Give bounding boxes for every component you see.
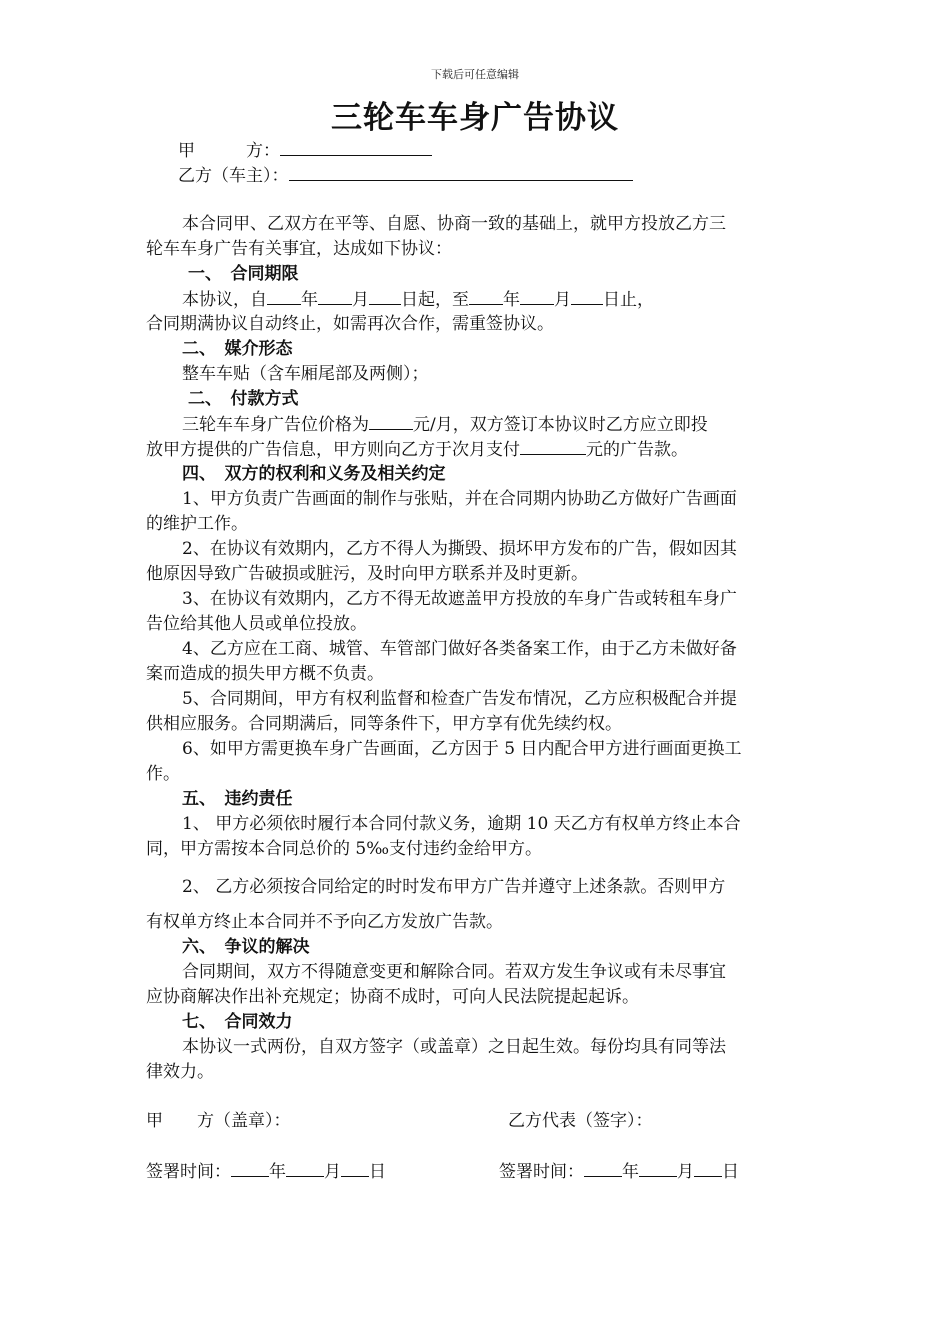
section-7-heading: 七、 合同效力 bbox=[182, 1012, 293, 1032]
clause-5-2-line-2: 有权单方终止本合同并不予向乙方发放广告款。 bbox=[146, 912, 503, 932]
clause-4-2-line-2: 他原因导致广告破损或脏污，及时向甲方联系并及时更新。 bbox=[146, 564, 588, 584]
clause-4-6-line-2: 作。 bbox=[146, 764, 180, 784]
term-month-label-2: 月 bbox=[554, 290, 571, 310]
sign-month-label-b: 月 bbox=[677, 1162, 694, 1182]
clause-4-4-line-1: 4、乙方应在工商、城管、车管部门做好各类备案工作，由于乙方未做好备 bbox=[182, 639, 737, 659]
section-1-heading: 一、 合同期限 bbox=[188, 264, 299, 284]
party-a-seal-label: 甲 方（盖章）： bbox=[146, 1111, 291, 1131]
intro-line-2: 轮车车身广告有关事宜，达成如下协议： bbox=[146, 239, 452, 259]
start-year-blank bbox=[267, 288, 301, 305]
section-6-heading: 六、 争议的解决 bbox=[182, 937, 310, 957]
section-2-heading: 二、 媒介形态 bbox=[182, 339, 293, 359]
sign-day-label-a: 日 bbox=[369, 1162, 386, 1182]
start-day-blank bbox=[369, 288, 401, 305]
price-blank bbox=[369, 413, 413, 430]
clause-4-5-line-1: 5、合同期间，甲方有权利监督和检查广告发布情况，乙方应积极配合并提 bbox=[182, 689, 737, 709]
sign-date-label-b: 签署时间： bbox=[499, 1162, 584, 1182]
term-text-start: 本协议，自 bbox=[182, 290, 267, 310]
end-month-blank bbox=[520, 288, 554, 305]
term-year-label-2: 年 bbox=[503, 290, 520, 310]
payment-text-2: 元的广告款。 bbox=[586, 440, 688, 460]
party-b-sign-date bbox=[499, 1160, 739, 1183]
end-year-blank bbox=[469, 288, 503, 305]
clause-4-2-line-1: 2、在协议有效期内，乙方不得人为撕毁、损坏甲方发布的广告，假如因其 bbox=[182, 539, 737, 559]
party-a-blank bbox=[280, 139, 432, 156]
section-1-term-line bbox=[182, 288, 654, 311]
section-4-heading: 四、 双方的权利和义务及相关约定 bbox=[182, 464, 446, 484]
end-day-blank bbox=[571, 288, 603, 305]
sign-day-blank-b bbox=[694, 1160, 722, 1177]
term-to-label: 日止， bbox=[603, 290, 654, 310]
payment-blank bbox=[520, 438, 586, 455]
party-b-label: 乙方（车主）： bbox=[178, 166, 289, 186]
sign-month-blank-a bbox=[286, 1160, 324, 1177]
sign-year-blank-a bbox=[231, 1160, 269, 1177]
sign-day-label-b: 日 bbox=[722, 1162, 739, 1182]
term-from-label: 日起，至 bbox=[401, 290, 469, 310]
party-b-blank bbox=[289, 164, 633, 181]
clause-4-5-line-2: 供相应服务。合同期满后，同等条件下，甲方享有优先续约权。 bbox=[146, 714, 622, 734]
term-year-label: 年 bbox=[301, 290, 318, 310]
clause-4-3-line-2: 告位给其他人员或单位投放。 bbox=[146, 614, 367, 634]
document-title: 三轮车车身广告协议 bbox=[331, 100, 619, 136]
clause-4-1-line-2: 的维护工作。 bbox=[146, 514, 248, 534]
sign-year-blank-b bbox=[584, 1160, 622, 1177]
sign-month-label-a: 月 bbox=[324, 1162, 341, 1182]
party-a-label: 甲 方： bbox=[178, 141, 280, 161]
clause-5-1-line-2: 同，甲方需按本合同总价的 5‰支付违约金给甲方。 bbox=[146, 839, 543, 859]
price-text-2: 元/月，双方签订本协议时乙方应立即投 bbox=[413, 415, 708, 435]
party-b-signature-label: 乙方代表（签字）： bbox=[508, 1111, 653, 1131]
party-b-line bbox=[178, 164, 633, 187]
clause-4-1-line-1: 1、甲方负责广告画面的制作与张贴，并在合同期内协助乙方做好广告画面 bbox=[182, 489, 737, 509]
clause-4-6-line-1: 6、如甲方需更换车身广告画面，乙方因于 5 日内配合甲方进行画面更换工 bbox=[182, 739, 742, 759]
payment-text: 放甲方提供的广告信息，甲方则向乙方于次月支付 bbox=[146, 440, 520, 460]
intro-line-1: 本合同甲、乙双方在平等、自愿、协商一致的基础上，就甲方投放乙方三 bbox=[182, 214, 726, 234]
section-3-line-1 bbox=[182, 413, 708, 436]
sign-year-label-b: 年 bbox=[622, 1162, 639, 1182]
clause-4-3-line-1: 3、在协议有效期内，乙方不得无故遮盖甲方投放的车身广告或转租车身广 bbox=[182, 589, 737, 609]
clause-5-1-line-1: 1、 甲方必须依时履行本合同付款义务，逾期 10 天乙方有权单方终止本合 bbox=[182, 814, 741, 834]
section-6-line-2: 应协商解决作出补充规定；协商不成时，可向人民法院提起起诉。 bbox=[146, 987, 639, 1007]
price-text: 三轮车车身广告位价格为 bbox=[182, 415, 369, 435]
sign-month-blank-b bbox=[639, 1160, 677, 1177]
section-5-heading: 五、 违约责任 bbox=[182, 789, 293, 809]
section-3-heading: 二、 付款方式 bbox=[188, 389, 299, 409]
party-a-sign-date bbox=[146, 1160, 386, 1183]
sign-year-label-a: 年 bbox=[269, 1162, 286, 1182]
clause-4-4-line-2: 案而造成的损失甲方概不负责。 bbox=[146, 664, 384, 684]
clause-5-2-line-1: 2、 乙方必须按合同给定的时时发布甲方广告并遵守上述条款。否则甲方 bbox=[182, 877, 726, 897]
section-1-line-2: 合同期满协议自动终止，如需再次合作，需重签协议。 bbox=[146, 314, 554, 334]
section-2-body: 整车车贴（含车厢尾部及两侧）； bbox=[182, 364, 429, 384]
header-note: 下载后可任意编辑 bbox=[431, 68, 519, 81]
section-6-line-1: 合同期间，双方不得随意变更和解除合同。若双方发生争议或有未尽事宜 bbox=[182, 962, 726, 982]
start-month-blank bbox=[318, 288, 352, 305]
sign-day-blank-a bbox=[341, 1160, 369, 1177]
section-7-line-1: 本协议一式两份，自双方签字（或盖章）之日起生效。每份均具有同等法 bbox=[182, 1037, 726, 1057]
term-month-label: 月 bbox=[352, 290, 369, 310]
section-7-line-2: 律效力。 bbox=[146, 1062, 214, 1082]
section-3-line-2 bbox=[146, 438, 688, 461]
party-a-line bbox=[178, 139, 432, 162]
sign-date-label-a: 签署时间： bbox=[146, 1162, 231, 1182]
